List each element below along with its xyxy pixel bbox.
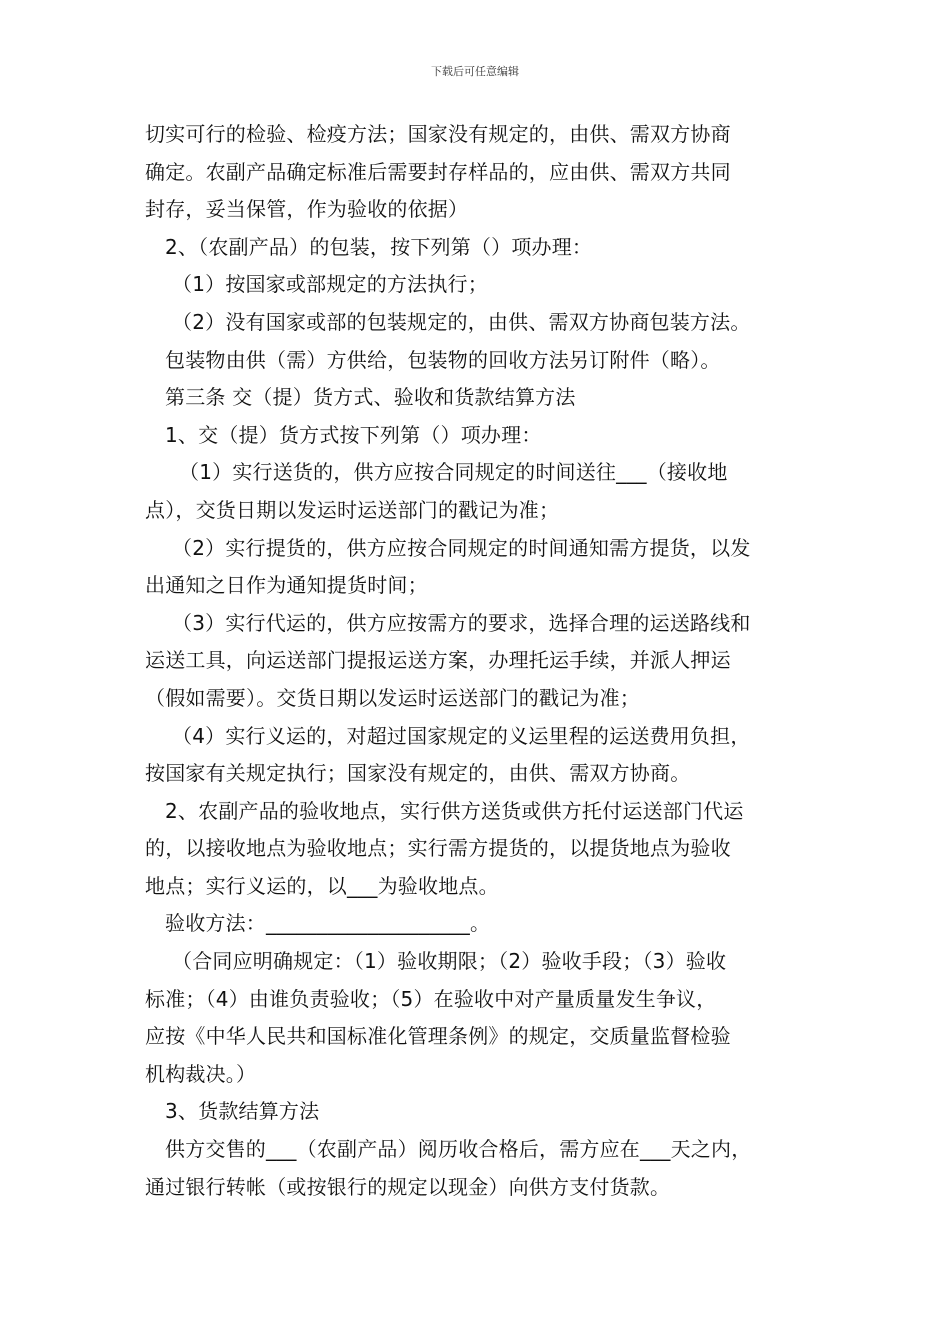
text-line: 点），交货日期以发运时运送部门的戳记为准； bbox=[145, 497, 560, 522]
text-line: 封存，妥当保管，作为验收的依据） bbox=[145, 197, 469, 222]
document-body bbox=[145, 116, 815, 1206]
text-line: 运送工具，向运送部门提报运送方案，办理托运手续，并派人押运 bbox=[145, 648, 731, 673]
text-line: （3）实行代运的，供方应按需方的要求，选择合理的运送路线和 bbox=[172, 610, 751, 635]
text-line: 出通知之日作为通知提货时间； bbox=[145, 573, 428, 598]
text-line: 1、交（提）货方式按下列第（）项办理： bbox=[165, 422, 542, 447]
text-line: 标准；（4）由谁负责验收；（5）在验收中对产量质量发生争议， bbox=[145, 986, 717, 1011]
text-line: 地点；实行义运的，以___为验收地点。 bbox=[145, 873, 499, 898]
text-line: 3、货款结算方法 bbox=[165, 1099, 320, 1124]
text-line: 2、农副产品的验收地点，实行供方送货或供方托付运送部门代运 bbox=[165, 798, 744, 823]
text-line: 包装物由供（需）方供给，包装物的回收方法另订附件（略）。 bbox=[165, 347, 721, 372]
page-header: 下载后可任意编辑 bbox=[431, 65, 519, 78]
text-line: （2）没有国家或部的包装规定的，由供、需双方协商包装方法。 bbox=[172, 309, 751, 334]
text-line: 确定。农副产品确定标准后需要封存样品的，应由供、需双方共同 bbox=[145, 159, 731, 184]
text-line: 通过银行转帐（或按银行的规定以现金）向供方支付货款。 bbox=[145, 1174, 671, 1199]
text-line: 按国家有关规定执行；国家没有规定的，由供、需双方协商。 bbox=[145, 761, 691, 786]
text-line: （1）按国家或部规定的方法执行； bbox=[172, 272, 488, 297]
text-line: 2、（农副产品）的包装，按下列第（）项办理： bbox=[165, 234, 593, 259]
text-line: （假如需要）。交货日期以发运时运送部门的戳记为准； bbox=[145, 685, 640, 710]
text-line: 验收方法：____________________。 bbox=[165, 911, 491, 936]
text-line: （2）实行提货的，供方应按合同规定的时间通知需方提货，以发 bbox=[172, 535, 751, 560]
text-line: （合同应明确规定：（1）验收期限；（2）验收手段；（3）验收 bbox=[172, 949, 727, 974]
text-line: 机构裁决。） bbox=[145, 1061, 257, 1086]
section-heading: 第三条 交（提）货方式、验收和货款结算方法 bbox=[165, 385, 576, 410]
text-line: 切实可行的检验、检疫方法；国家没有规定的，由供、需双方协商 bbox=[145, 122, 731, 146]
text-line: 的，以接收地点为验收地点；实行需方提货的，以提货地点为验收 bbox=[145, 836, 731, 861]
text-line: 供方交售的___（农副产品）阅历收合格后，需方应在___天之内， bbox=[165, 1137, 752, 1162]
text-line: 应按《中华人民共和国标准化管理条例》的规定，交质量监督检验 bbox=[145, 1024, 731, 1049]
text-line: （4）实行义运的，对超过国家规定的义运里程的运送费用负担， bbox=[172, 723, 751, 748]
text-line: （1）实行送货的，供方应按合同规定的时间送往___（接收地 bbox=[179, 460, 728, 485]
